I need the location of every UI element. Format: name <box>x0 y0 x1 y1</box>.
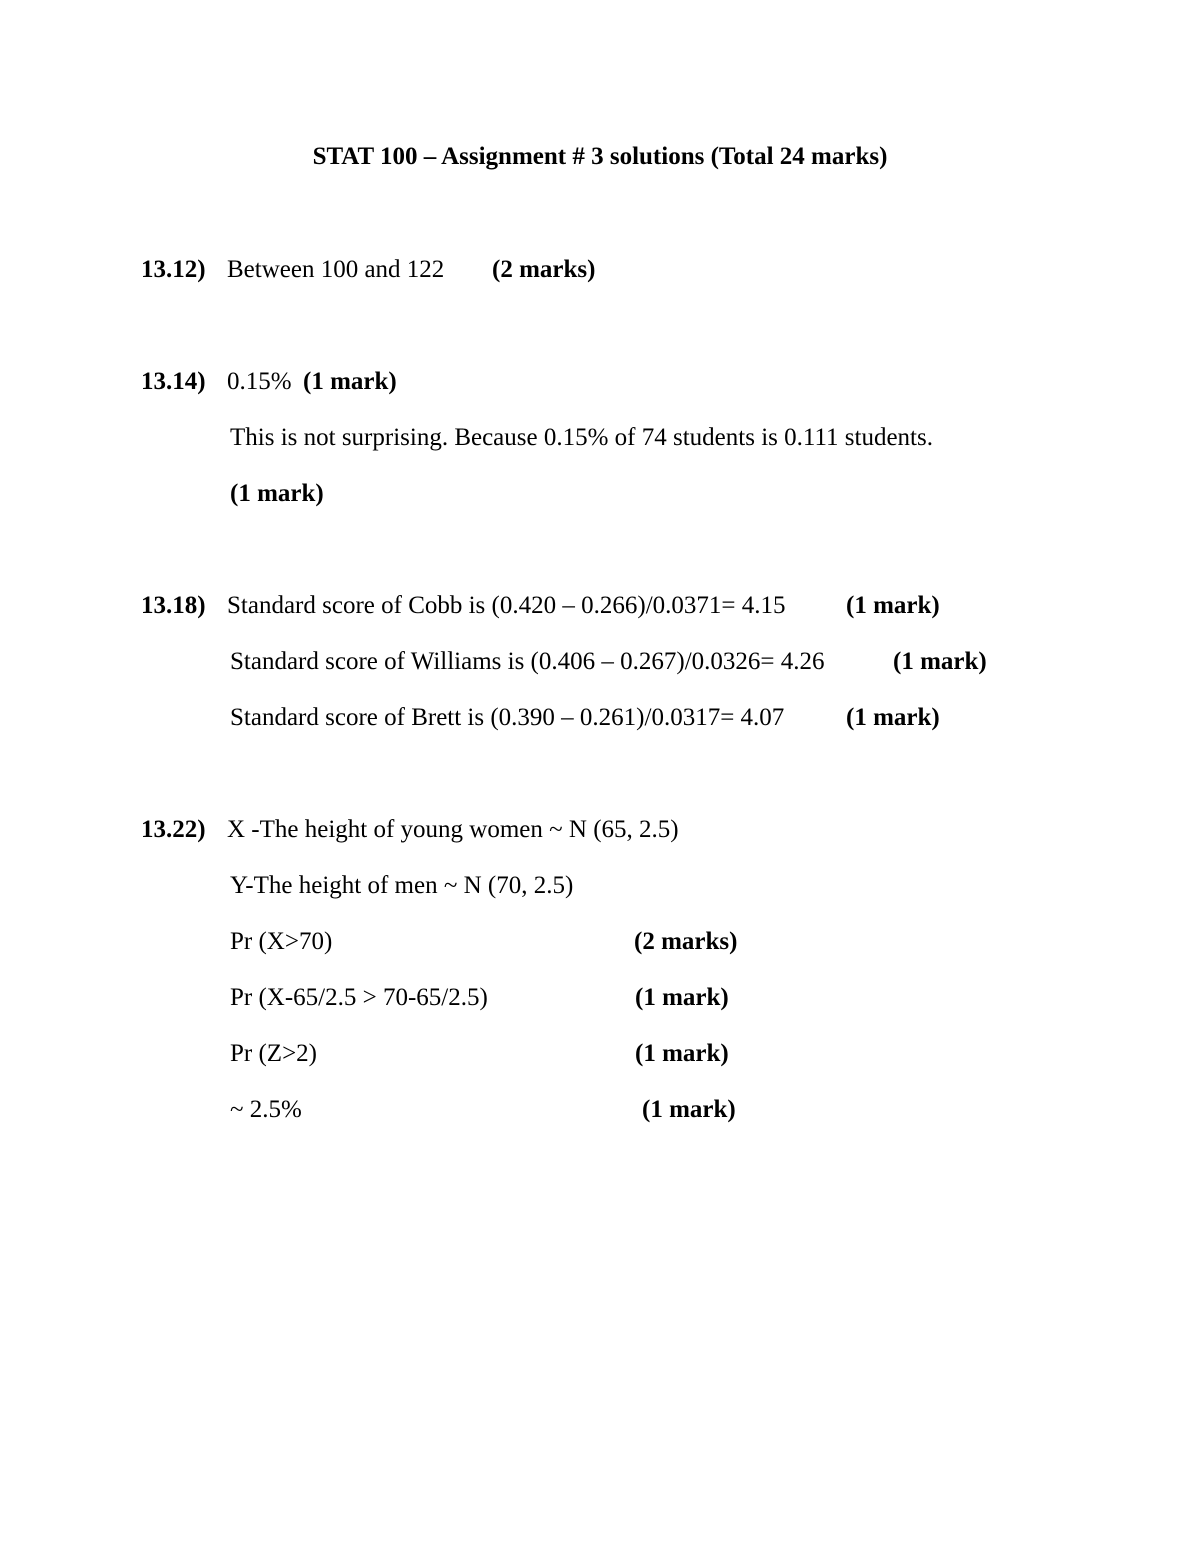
step-text: ~ 2.5% <box>230 1096 302 1123</box>
marks-label: (1 mark) <box>303 368 397 395</box>
question-number: 13.12) <box>141 256 206 283</box>
marks-label: (1 mark) <box>893 648 987 675</box>
step-text: Pr (X-65/2.5 > 70-65/2.5) <box>230 984 488 1011</box>
step-text: Pr (Z>2) <box>230 1040 317 1067</box>
page-title: STAT 100 – Assignment # 3 solutions (Total 24 marks) <box>312 143 888 170</box>
marks-label: (1 mark) <box>846 704 940 731</box>
marks-label: (1 mark) <box>846 592 940 619</box>
answer-text: Between 100 and 122 <box>227 256 445 283</box>
definition-x: X -The height of young women ~ N (65, 2.5) <box>227 816 679 843</box>
answer-text: 0.15% <box>227 368 292 395</box>
step-text: Pr (X>70) <box>230 928 333 955</box>
question-number: 13.18) <box>141 592 206 619</box>
explanation-text: This is not surprising. Because 0.15% of 74 students is 0.111 students. <box>230 424 933 451</box>
marks-label: (1 mark) <box>642 1096 736 1123</box>
marks-label: (1 mark) <box>230 480 324 507</box>
definition-y: Y-The height of men ~ N (70, 2.5) <box>230 872 574 899</box>
answer-text: Standard score of Brett is (0.390 – 0.261)/0.0317= 4.07 <box>230 704 785 731</box>
marks-label: (2 marks) <box>492 256 596 283</box>
question-number: 13.22) <box>141 816 206 843</box>
answer-text: Standard score of Cobb is (0.420 – 0.266)/0.0371= 4.15 <box>227 592 786 619</box>
marks-label: (1 mark) <box>635 1040 729 1067</box>
marks-label: (1 mark) <box>635 984 729 1011</box>
answer-text: Standard score of Williams is (0.406 – 0.267)/0.0326= 4.26 <box>230 648 825 675</box>
question-number: 13.14) <box>141 368 206 395</box>
marks-label: (2 marks) <box>634 928 738 955</box>
